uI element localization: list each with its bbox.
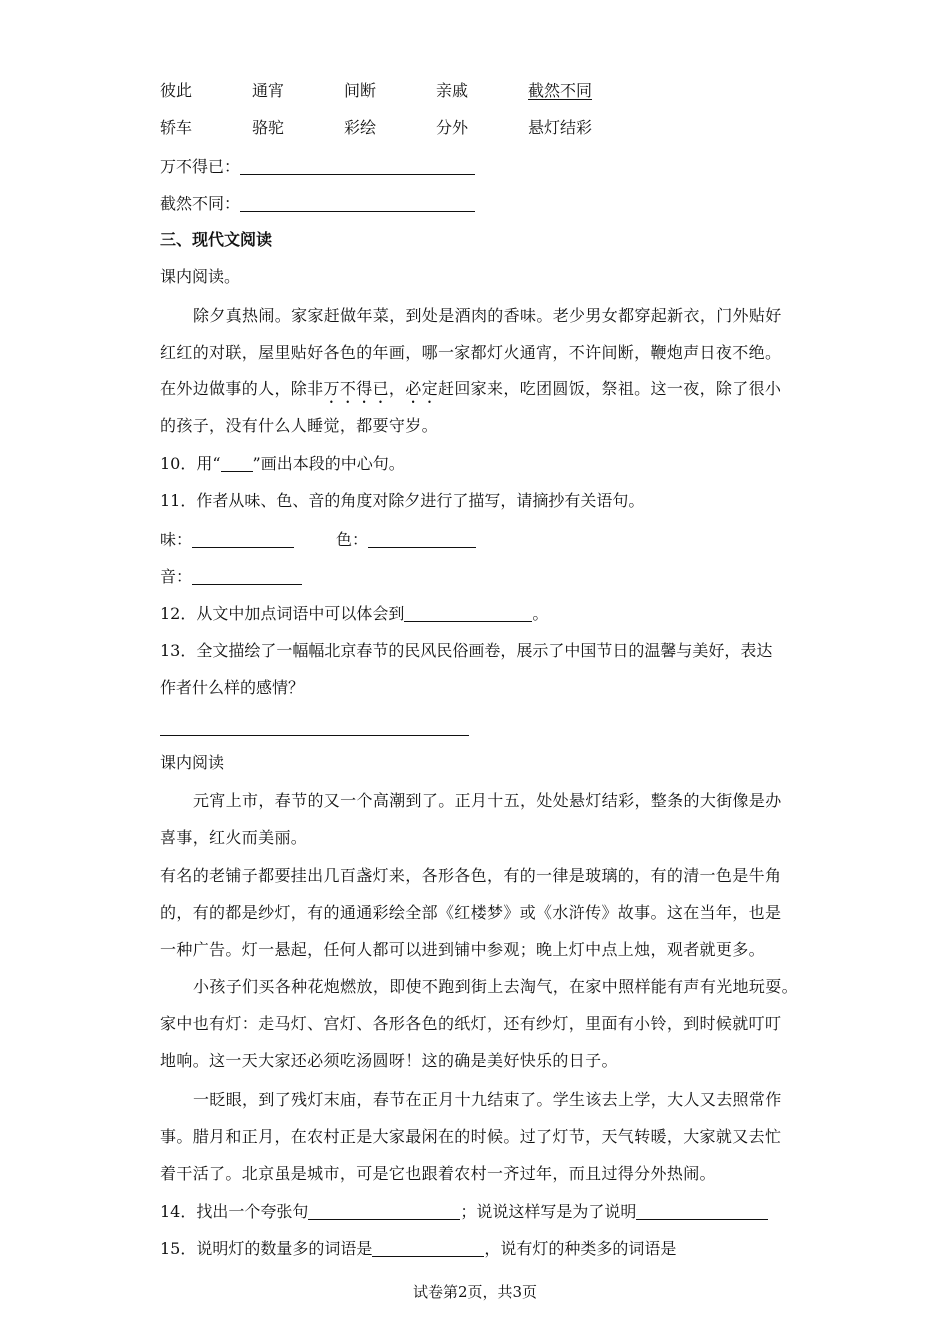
section-title: 三、现代文阅读 — [160, 230, 273, 249]
passage-line: 着干活了。北京虽是城市，可是它也跟着农村一齐过年，而且过得分外热闹。 — [160, 1164, 716, 1183]
word-item: 悬灯结彩 — [528, 118, 593, 137]
word-item: 亲戚 — [436, 81, 469, 100]
passage-line: 地响。这一天大家还必须吃汤圆呀！这的确是美好快乐的日子。 — [160, 1051, 618, 1070]
answer-blank[interactable] — [192, 531, 294, 548]
answer-row — [160, 566, 302, 588]
answer-label: 味： — [160, 530, 193, 549]
passage-text: ， — [388, 379, 406, 398]
answer-blank[interactable] — [368, 531, 476, 548]
passage-line: 有名的老铺子都要挂出几百盏灯来，各形各色，有的一律是玻璃的，有的清一色是牛角 — [160, 866, 782, 885]
answer-blank[interactable] — [308, 1203, 460, 1220]
question-10 — [160, 453, 405, 475]
passage-line: 的，有的都是纱灯，有的通通彩绘全部《红楼梦》或《水浒传》故事。这在当年，也是 — [160, 903, 782, 922]
word-item: 彩绘 — [344, 118, 377, 137]
sentence-word: 万不得已： — [160, 157, 241, 176]
reading-label: 课内阅读。 — [160, 267, 241, 286]
question-text: ，说有灯的种类多的词语是 — [484, 1239, 677, 1258]
question-text: 14．找出一个夸张句 — [160, 1202, 309, 1221]
sentence-word: 截然不同： — [160, 194, 241, 213]
passage-line: 一种广告。灯一悬起，任何人都可以进到铺中参观；晚上灯中点上烛，观者就更多。 — [160, 940, 765, 959]
question-text: 10．用“ — [160, 454, 221, 473]
question-11: 11．作者从味、色、音的角度对除夕进行了描写，请摘抄有关语句。 — [160, 491, 645, 510]
sentence-item — [160, 193, 475, 215]
question-15 — [160, 1238, 676, 1260]
answer-row — [160, 529, 476, 551]
dotted-word: 万不得已 — [323, 379, 389, 398]
question-text: 15．说明灯的数量多的词语是 — [160, 1239, 373, 1258]
answer-blank[interactable] — [240, 195, 475, 212]
passage-line: 小孩子们买各种花炮燃放，即使不跑到街上去淘气，在家中照样能有声有光地玩耍。 — [193, 977, 798, 996]
question-13: 13．全文描绘了一幅幅北京春节的民风民俗画卷，展示了中国节日的温馨与美好，表达 — [160, 641, 773, 660]
passage-line: 家中也有灯：走马灯、宫灯、各形各色的纸灯，还有纱灯，里面有小铃，到时候就叮叮 — [160, 1014, 782, 1033]
dotted-word: 必定 — [405, 379, 438, 398]
word-item: 通宵 — [252, 81, 285, 100]
passage-text: 在外边做事的人，除非 — [160, 379, 324, 398]
question-13-cont: 作者什么样的感情？ — [160, 678, 305, 697]
passage-line: 一眨眼，到了残灯末庙，春节在正月十九结束了。学生该去上学，大人又去照常作 — [193, 1090, 782, 1109]
word-item: 彼此 — [160, 81, 193, 100]
answer-label: 色： — [336, 530, 369, 549]
passage-line: 红红的对联，屋里贴好各色的年画，哪一家都灯火通宵，不许间断，鞭炮声日夜不绝。 — [160, 343, 782, 362]
passage-line: 除夕真热闹。家家赶做年菜，到处是酒肉的香味。老少男女都穿起新衣，门外贴好 — [193, 306, 782, 325]
question-text: 。 — [532, 604, 549, 623]
question-text: ；说说这样写是为了说明 — [460, 1202, 637, 1221]
question-12 — [160, 603, 548, 625]
word-item: 轿车 — [160, 118, 193, 137]
word-item-underlined: 截然不同 — [528, 81, 593, 100]
answer-blank[interactable] — [192, 568, 302, 585]
question-14 — [160, 1201, 768, 1223]
passage-text: 赶回家来，吃团圆饭，祭祖。这一夜，除了很小 — [437, 379, 782, 398]
page-footer: 试卷第2页，共3页 — [412, 1283, 538, 1301]
question-text: 12．从文中加点词语中可以体会到 — [160, 604, 405, 623]
sentence-item — [160, 156, 475, 178]
answer-label: 音： — [160, 567, 193, 586]
passage-line: 的孩子，没有什么人睡觉，都要守岁。 — [160, 416, 438, 435]
word-item: 骆驼 — [252, 118, 285, 137]
passage-line: 元宵上市，春节的又一个高潮到了。正月十五，处处悬灯结彩，整条的大街像是办 — [193, 791, 782, 810]
answer-blank[interactable] — [240, 158, 475, 175]
question-text: ”画出本段的中心句。 — [252, 454, 405, 473]
passage-line: 事。腊月和正月，在农村正是大家最闲在的时候。过了灯节，天气转暖，大家就又去忙 — [160, 1127, 782, 1146]
answer-line[interactable] — [160, 735, 469, 736]
passage-line: 喜事，红火而美丽。 — [160, 828, 308, 847]
line-symbol — [221, 455, 253, 472]
reading-label: 课内阅读 — [160, 753, 225, 772]
answer-blank[interactable] — [636, 1203, 768, 1220]
word-item: 间断 — [344, 81, 377, 100]
answer-blank[interactable] — [372, 1240, 484, 1257]
word-item: 分外 — [436, 118, 469, 137]
passage-line — [160, 378, 781, 407]
answer-blank[interactable] — [404, 605, 532, 622]
